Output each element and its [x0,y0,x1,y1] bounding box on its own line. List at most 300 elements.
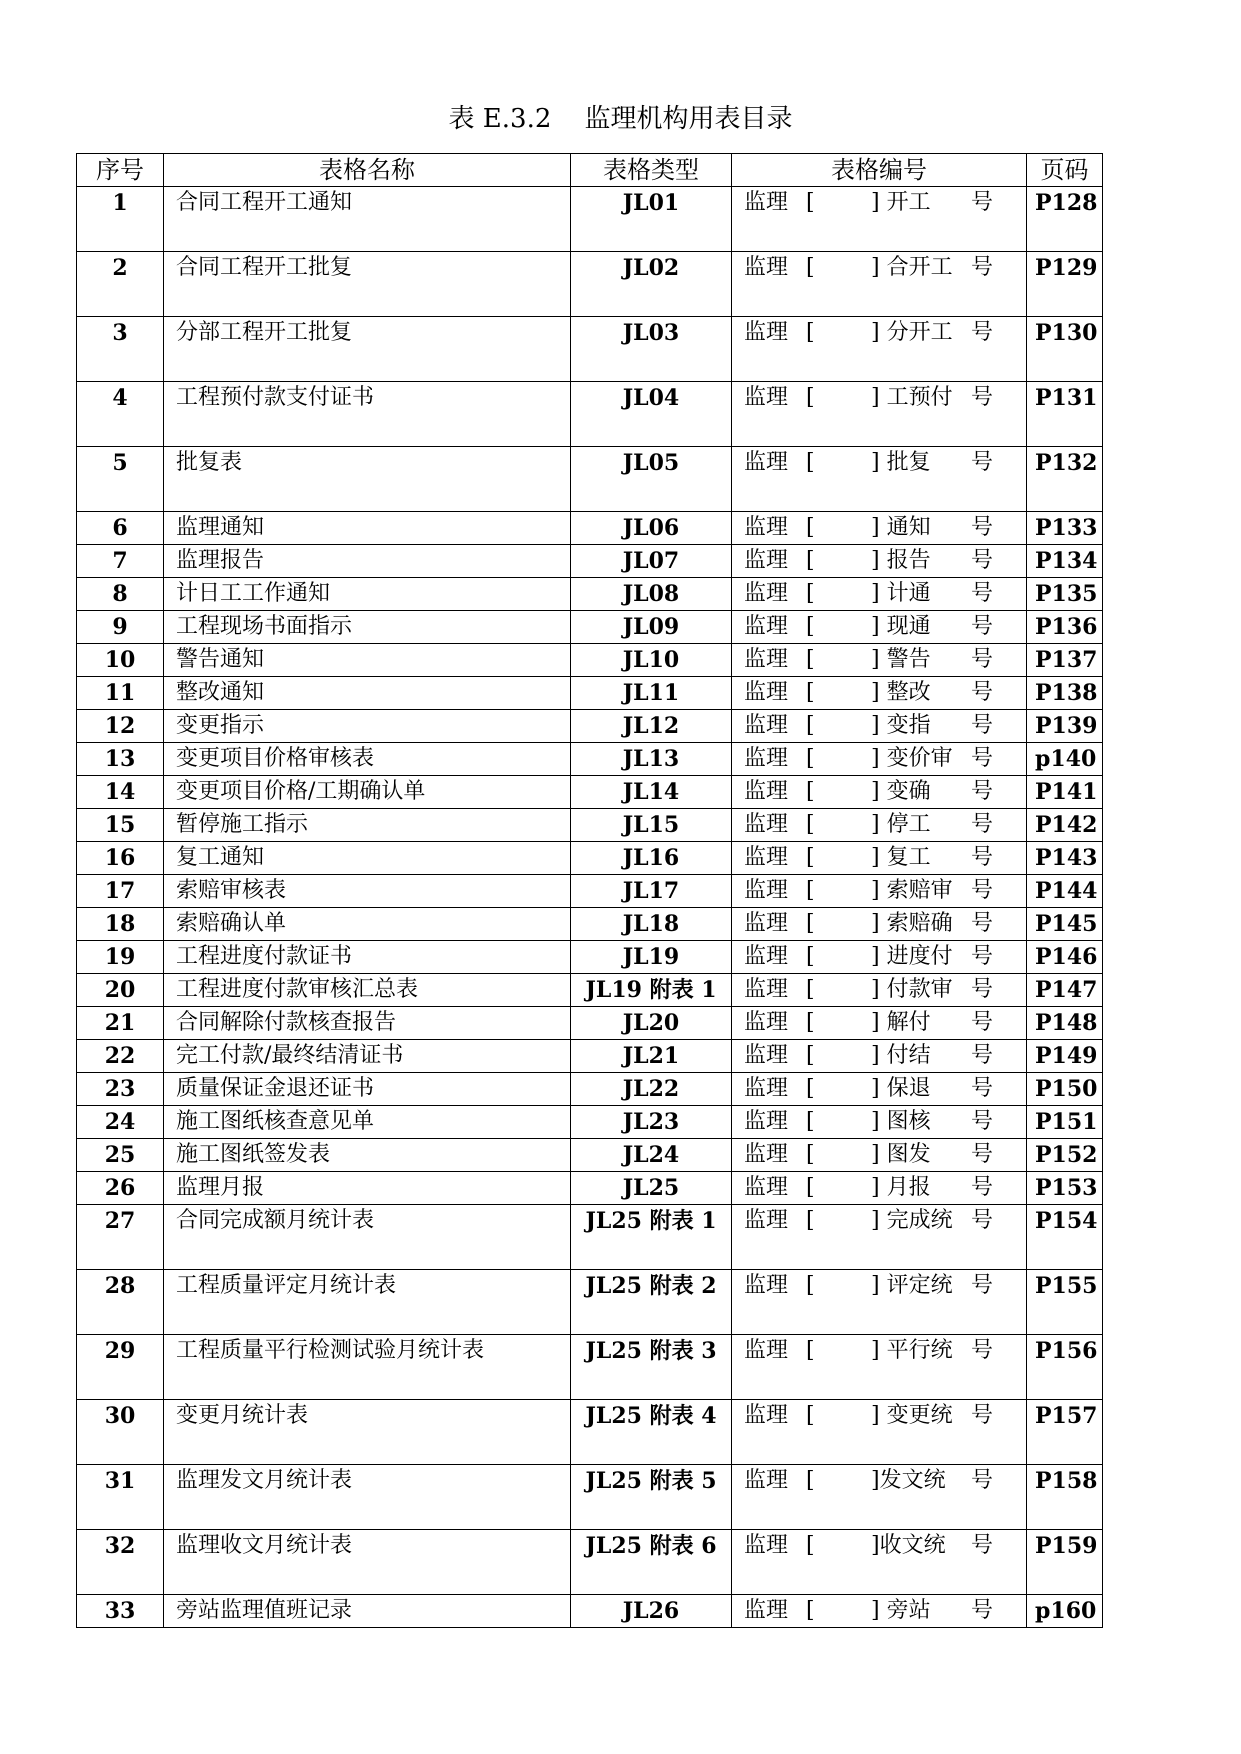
form-name: 警告通知 [164,644,571,677]
form-type: JL03 [571,317,732,382]
form-code [732,875,1027,908]
form-code-part: ] 批复 [871,450,931,475]
table-row [77,1595,1103,1628]
form-name: 索赔审核表 [164,875,571,908]
form-code-part: 号 [971,1208,994,1233]
form-code [732,187,1027,252]
form-code-part: [ [806,190,815,215]
form-name: 变更项目价格审核表 [164,743,571,776]
form-code-part: 号 [971,1468,994,1493]
page-number: P147 [1027,974,1103,1007]
form-code-part: 监理 [744,1142,789,1167]
page-number: P129 [1027,252,1103,317]
form-code-part: 监理 [744,911,789,936]
row-number: 32 [77,1530,164,1595]
table-row [77,743,1103,776]
page-number: P131 [1027,382,1103,447]
row-number: 33 [77,1595,164,1628]
form-code-part: [ [806,1598,815,1623]
table-row [77,842,1103,875]
form-code-part: 号 [971,845,994,870]
form-code-part: [ [806,944,815,969]
table-row [77,1139,1103,1172]
form-code-part: 监理 [744,320,789,345]
form-name: 施工图纸核查意见单 [164,1106,571,1139]
table-row [77,187,1103,252]
header-name: 表格名称 [164,154,571,187]
form-code-part: [ [806,779,815,804]
form-code-part: ] 停工 [871,812,931,837]
form-code-part: [ [806,878,815,903]
form-type: JL01 [571,187,732,252]
form-code-part: ] 工预付 [871,385,953,410]
form-code-part: ]发文统 [871,1468,946,1493]
form-code-part: 号 [971,812,994,837]
table-body [77,187,1103,1628]
row-number: 29 [77,1335,164,1400]
form-name: 工程质量平行检测试验月统计表 [164,1335,571,1400]
form-code [732,908,1027,941]
table-header-row [77,154,1103,187]
page-number: P151 [1027,1106,1103,1139]
table-row [77,512,1103,545]
page-title: 表 E.3.2 监理机构用表目录 [448,104,793,134]
form-code-part: 号 [971,680,994,705]
form-code-part: 号 [971,1010,994,1035]
form-type: JL24 [571,1139,732,1172]
form-code-part: ] 付结 [871,1043,931,1068]
form-code-part: 监理 [744,1338,789,1363]
form-code-part: 监理 [744,190,789,215]
page-number: P145 [1027,908,1103,941]
form-type: JL13 [571,743,732,776]
form-code-part: 号 [971,977,994,1002]
form-code-part: [ [806,614,815,639]
form-type: JL19 附表 1 [571,974,732,1007]
table-row [77,1172,1103,1205]
form-code-part: [ [806,812,815,837]
page-number: p160 [1027,1595,1103,1628]
form-code-part: 号 [971,1043,994,1068]
form-code-part: 监理 [744,515,789,540]
form-code-part: ] 警告 [871,647,931,672]
form-code-part: 监理 [744,944,789,969]
form-code-part: 监理 [744,845,789,870]
row-number: 9 [77,611,164,644]
form-code-part: 号 [971,1273,994,1298]
page-number: P137 [1027,644,1103,677]
form-name: 监理发文月统计表 [164,1465,571,1530]
form-code-part: ] 现通 [871,614,931,639]
form-name: 旁站监理值班记录 [164,1595,571,1628]
form-code-part: [ [806,1273,815,1298]
page-number: P136 [1027,611,1103,644]
table-row [77,644,1103,677]
form-type: JL07 [571,545,732,578]
row-number: 24 [77,1106,164,1139]
form-code-part: 号 [971,515,994,540]
row-number: 17 [77,875,164,908]
form-code-part: 号 [971,581,994,606]
form-code-part: 监理 [744,1273,789,1298]
form-type: JL10 [571,644,732,677]
table-row [77,447,1103,512]
form-type: JL25 附表 4 [571,1400,732,1465]
form-name: 变更项目价格/工期确认单 [164,776,571,809]
form-code-part: 监理 [744,614,789,639]
form-code [732,447,1027,512]
row-number: 1 [77,187,164,252]
form-code-part: 监理 [744,548,789,573]
page-number: P155 [1027,1270,1103,1335]
form-name: 合同工程开工通知 [164,187,571,252]
form-code-part: 号 [971,911,994,936]
page-number: P154 [1027,1205,1103,1270]
form-name: 变更指示 [164,710,571,743]
table-row [77,1400,1103,1465]
form-type: JL02 [571,252,732,317]
form-name: 监理通知 [164,512,571,545]
form-type: JL09 [571,611,732,644]
table-row [77,1205,1103,1270]
form-code-part: ] 付款审 [871,977,953,1002]
form-name: 暂停施工指示 [164,809,571,842]
form-code-part: 号 [971,1142,994,1167]
form-code-part: 号 [971,255,994,280]
form-code-part: ] 平行统 [871,1338,953,1363]
form-code-part: ] 报告 [871,548,931,573]
form-name: 复工通知 [164,842,571,875]
header-code: 表格编号 [732,154,1027,187]
row-number: 22 [77,1040,164,1073]
page-number: P156 [1027,1335,1103,1400]
form-code-part: 号 [971,1175,994,1200]
page-number: P141 [1027,776,1103,809]
form-code-part: 监理 [744,385,789,410]
form-code-part: ] 月报 [871,1175,931,1200]
form-type: JL25 附表 5 [571,1465,732,1530]
form-code [732,1205,1027,1270]
page-number: P159 [1027,1530,1103,1595]
form-code-part: ] 解付 [871,1010,931,1035]
form-code-part: ] 变确 [871,779,931,804]
form-code-part: [ [806,515,815,540]
form-code-part: 号 [971,1533,994,1558]
form-code [732,1335,1027,1400]
form-code [732,1040,1027,1073]
row-number: 25 [77,1139,164,1172]
form-code [732,1106,1027,1139]
row-number: 10 [77,644,164,677]
form-code-part: [ [806,647,815,672]
form-type: JL23 [571,1106,732,1139]
form-name: 合同工程开工批复 [164,252,571,317]
form-type: JL08 [571,578,732,611]
form-code-part: [ [806,581,815,606]
form-code-part: ] 图核 [871,1109,931,1134]
form-code-part: 监理 [744,1208,789,1233]
form-code [732,743,1027,776]
page-number: p140 [1027,743,1103,776]
form-code-part: 监理 [744,878,789,903]
page-number: P132 [1027,447,1103,512]
form-code-part: [ [806,450,815,475]
form-code-part: ] 进度付 [871,944,953,969]
row-number: 11 [77,677,164,710]
form-code-part: 号 [971,320,994,345]
page-number: P135 [1027,578,1103,611]
form-name: 工程进度付款审核汇总表 [164,974,571,1007]
form-type: JL15 [571,809,732,842]
row-number: 20 [77,974,164,1007]
form-code-part: 号 [971,548,994,573]
form-code-part: 号 [971,614,994,639]
row-number: 4 [77,382,164,447]
form-type: JL22 [571,1073,732,1106]
form-code-part: 号 [971,385,994,410]
table-row [77,710,1103,743]
form-code-part: ] 索赔确 [871,911,953,936]
form-code-part: [ [806,1468,815,1493]
header-no: 序号 [77,154,164,187]
form-name: 工程现场书面指示 [164,611,571,644]
row-number: 12 [77,710,164,743]
page-number: P128 [1027,187,1103,252]
form-code-part: 监理 [744,746,789,771]
form-type: JL04 [571,382,732,447]
form-code [732,776,1027,809]
form-type: JL16 [571,842,732,875]
form-code [732,1172,1027,1205]
form-code-part: ] 旁站 [871,1598,931,1623]
form-name: 合同解除付款核查报告 [164,1007,571,1040]
table-row [77,1073,1103,1106]
form-name: 监理月报 [164,1172,571,1205]
form-code [732,677,1027,710]
form-code [732,1073,1027,1106]
form-name: 工程进度付款证书 [164,941,571,974]
table-row [77,1040,1103,1073]
form-code-part: 监理 [744,1598,789,1623]
form-code-part: 号 [971,878,994,903]
page-number: P157 [1027,1400,1103,1465]
form-type: JL25 附表 1 [571,1205,732,1270]
form-code-part: 监理 [744,255,789,280]
row-number: 14 [77,776,164,809]
form-code-part: 监理 [744,450,789,475]
table-row [77,941,1103,974]
form-code-part: 监理 [744,680,789,705]
form-code-part: ] 计通 [871,581,931,606]
form-code-part: [ [806,1043,815,1068]
page-number: P150 [1027,1073,1103,1106]
table-row [77,776,1103,809]
form-code [732,545,1027,578]
form-code-part: 号 [971,647,994,672]
form-code-part: [ [806,1208,815,1233]
form-code-part: 监理 [744,1403,789,1428]
row-number: 28 [77,1270,164,1335]
row-number: 2 [77,252,164,317]
form-code-part: ]收文统 [871,1533,946,1558]
table-row [77,809,1103,842]
table-row [77,908,1103,941]
row-number: 8 [77,578,164,611]
form-code-part: 监理 [744,581,789,606]
table-row [77,1465,1103,1530]
form-code-part: ] 复工 [871,845,931,870]
page-number: P133 [1027,512,1103,545]
form-code [732,941,1027,974]
form-code-part: [ [806,1109,815,1134]
form-type: JL25 附表 2 [571,1270,732,1335]
form-code-part: 监理 [744,647,789,672]
page-number: P139 [1027,710,1103,743]
form-code-part: ] 图发 [871,1142,931,1167]
table-row [77,1530,1103,1595]
page-number: P130 [1027,317,1103,382]
form-name: 施工图纸签发表 [164,1139,571,1172]
form-code-part: 号 [971,1598,994,1623]
table-row [77,252,1103,317]
page-number: P146 [1027,941,1103,974]
form-code [732,1530,1027,1595]
row-number: 21 [77,1007,164,1040]
form-code [732,512,1027,545]
form-code [732,611,1027,644]
form-type: JL25 附表 6 [571,1530,732,1595]
row-number: 31 [77,1465,164,1530]
form-code-part: [ [806,1175,815,1200]
form-type: JL12 [571,710,732,743]
form-name: 变更月统计表 [164,1400,571,1465]
form-name: 索赔确认单 [164,908,571,941]
page-number: P143 [1027,842,1103,875]
form-code-part: ] 索赔审 [871,878,953,903]
form-code-part: 监理 [744,812,789,837]
form-code-part: 监理 [744,1043,789,1068]
page-number: P149 [1027,1040,1103,1073]
form-code [732,1595,1027,1628]
form-code [732,1007,1027,1040]
form-code [732,1465,1027,1530]
form-code-part: 号 [971,779,994,804]
form-code-part: [ [806,1338,815,1363]
table-row [77,382,1103,447]
form-code-part: 监理 [744,1175,789,1200]
row-number: 15 [77,809,164,842]
form-type: JL14 [571,776,732,809]
row-number: 13 [77,743,164,776]
form-code-part: [ [806,1403,815,1428]
form-type: JL19 [571,941,732,974]
row-number: 6 [77,512,164,545]
page-number: P144 [1027,875,1103,908]
row-number: 19 [77,941,164,974]
table-row [77,1335,1103,1400]
row-number: 3 [77,317,164,382]
form-type: JL25 [571,1172,732,1205]
form-type: JL20 [571,1007,732,1040]
form-name: 工程预付款支付证书 [164,382,571,447]
form-name: 监理收文月统计表 [164,1530,571,1595]
row-number: 5 [77,447,164,512]
row-number: 23 [77,1073,164,1106]
row-number: 27 [77,1205,164,1270]
form-name: 工程质量评定月统计表 [164,1270,571,1335]
form-code-part: [ [806,713,815,738]
table-row [77,317,1103,382]
form-code-part: ] 变指 [871,713,931,738]
form-code-part: 号 [971,1403,994,1428]
row-number: 30 [77,1400,164,1465]
table-row [77,1270,1103,1335]
page-number: P134 [1027,545,1103,578]
row-number: 16 [77,842,164,875]
row-number: 26 [77,1172,164,1205]
table-row [77,545,1103,578]
form-code-part: [ [806,977,815,1002]
row-number: 7 [77,545,164,578]
form-type: JL11 [571,677,732,710]
form-name: 监理报告 [164,545,571,578]
form-code-part: 号 [971,1076,994,1101]
form-code-part: [ [806,255,815,280]
form-code-part: ] 整改 [871,680,931,705]
page-number: P148 [1027,1007,1103,1040]
form-code [732,842,1027,875]
form-code-part: 监理 [744,713,789,738]
form-code-part: [ [806,1533,815,1558]
form-code [732,1139,1027,1172]
form-code-part: [ [806,1010,815,1035]
page-number: P153 [1027,1172,1103,1205]
form-code [732,578,1027,611]
form-code-part: ] 保退 [871,1076,931,1101]
form-code-part: [ [806,548,815,573]
form-type: JL21 [571,1040,732,1073]
header-page: 页码 [1027,154,1103,187]
form-code [732,974,1027,1007]
form-code-part: [ [806,385,815,410]
form-code-part: 监理 [744,1533,789,1558]
form-name: 完工付款/最终结清证书 [164,1040,571,1073]
form-code-part: 监理 [744,779,789,804]
form-name: 质量保证金退还证书 [164,1073,571,1106]
page-number: P142 [1027,809,1103,842]
table-row [77,974,1103,1007]
form-code-part: 监理 [744,1010,789,1035]
page-number: P152 [1027,1139,1103,1172]
form-code-part: 号 [971,1109,994,1134]
table-row [77,677,1103,710]
form-code-part: 监理 [744,1109,789,1134]
form-code [732,644,1027,677]
form-code-part: [ [806,320,815,345]
form-type: JL25 附表 3 [571,1335,732,1400]
form-type: JL05 [571,447,732,512]
form-code [732,710,1027,743]
form-code-part: 号 [971,746,994,771]
form-type: JL17 [571,875,732,908]
form-type: JL06 [571,512,732,545]
row-number: 18 [77,908,164,941]
header-type: 表格类型 [571,154,732,187]
form-code-part: ] 变更统 [871,1403,953,1428]
form-code-part: [ [806,680,815,705]
form-code-part: [ [806,911,815,936]
form-name: 批复表 [164,447,571,512]
